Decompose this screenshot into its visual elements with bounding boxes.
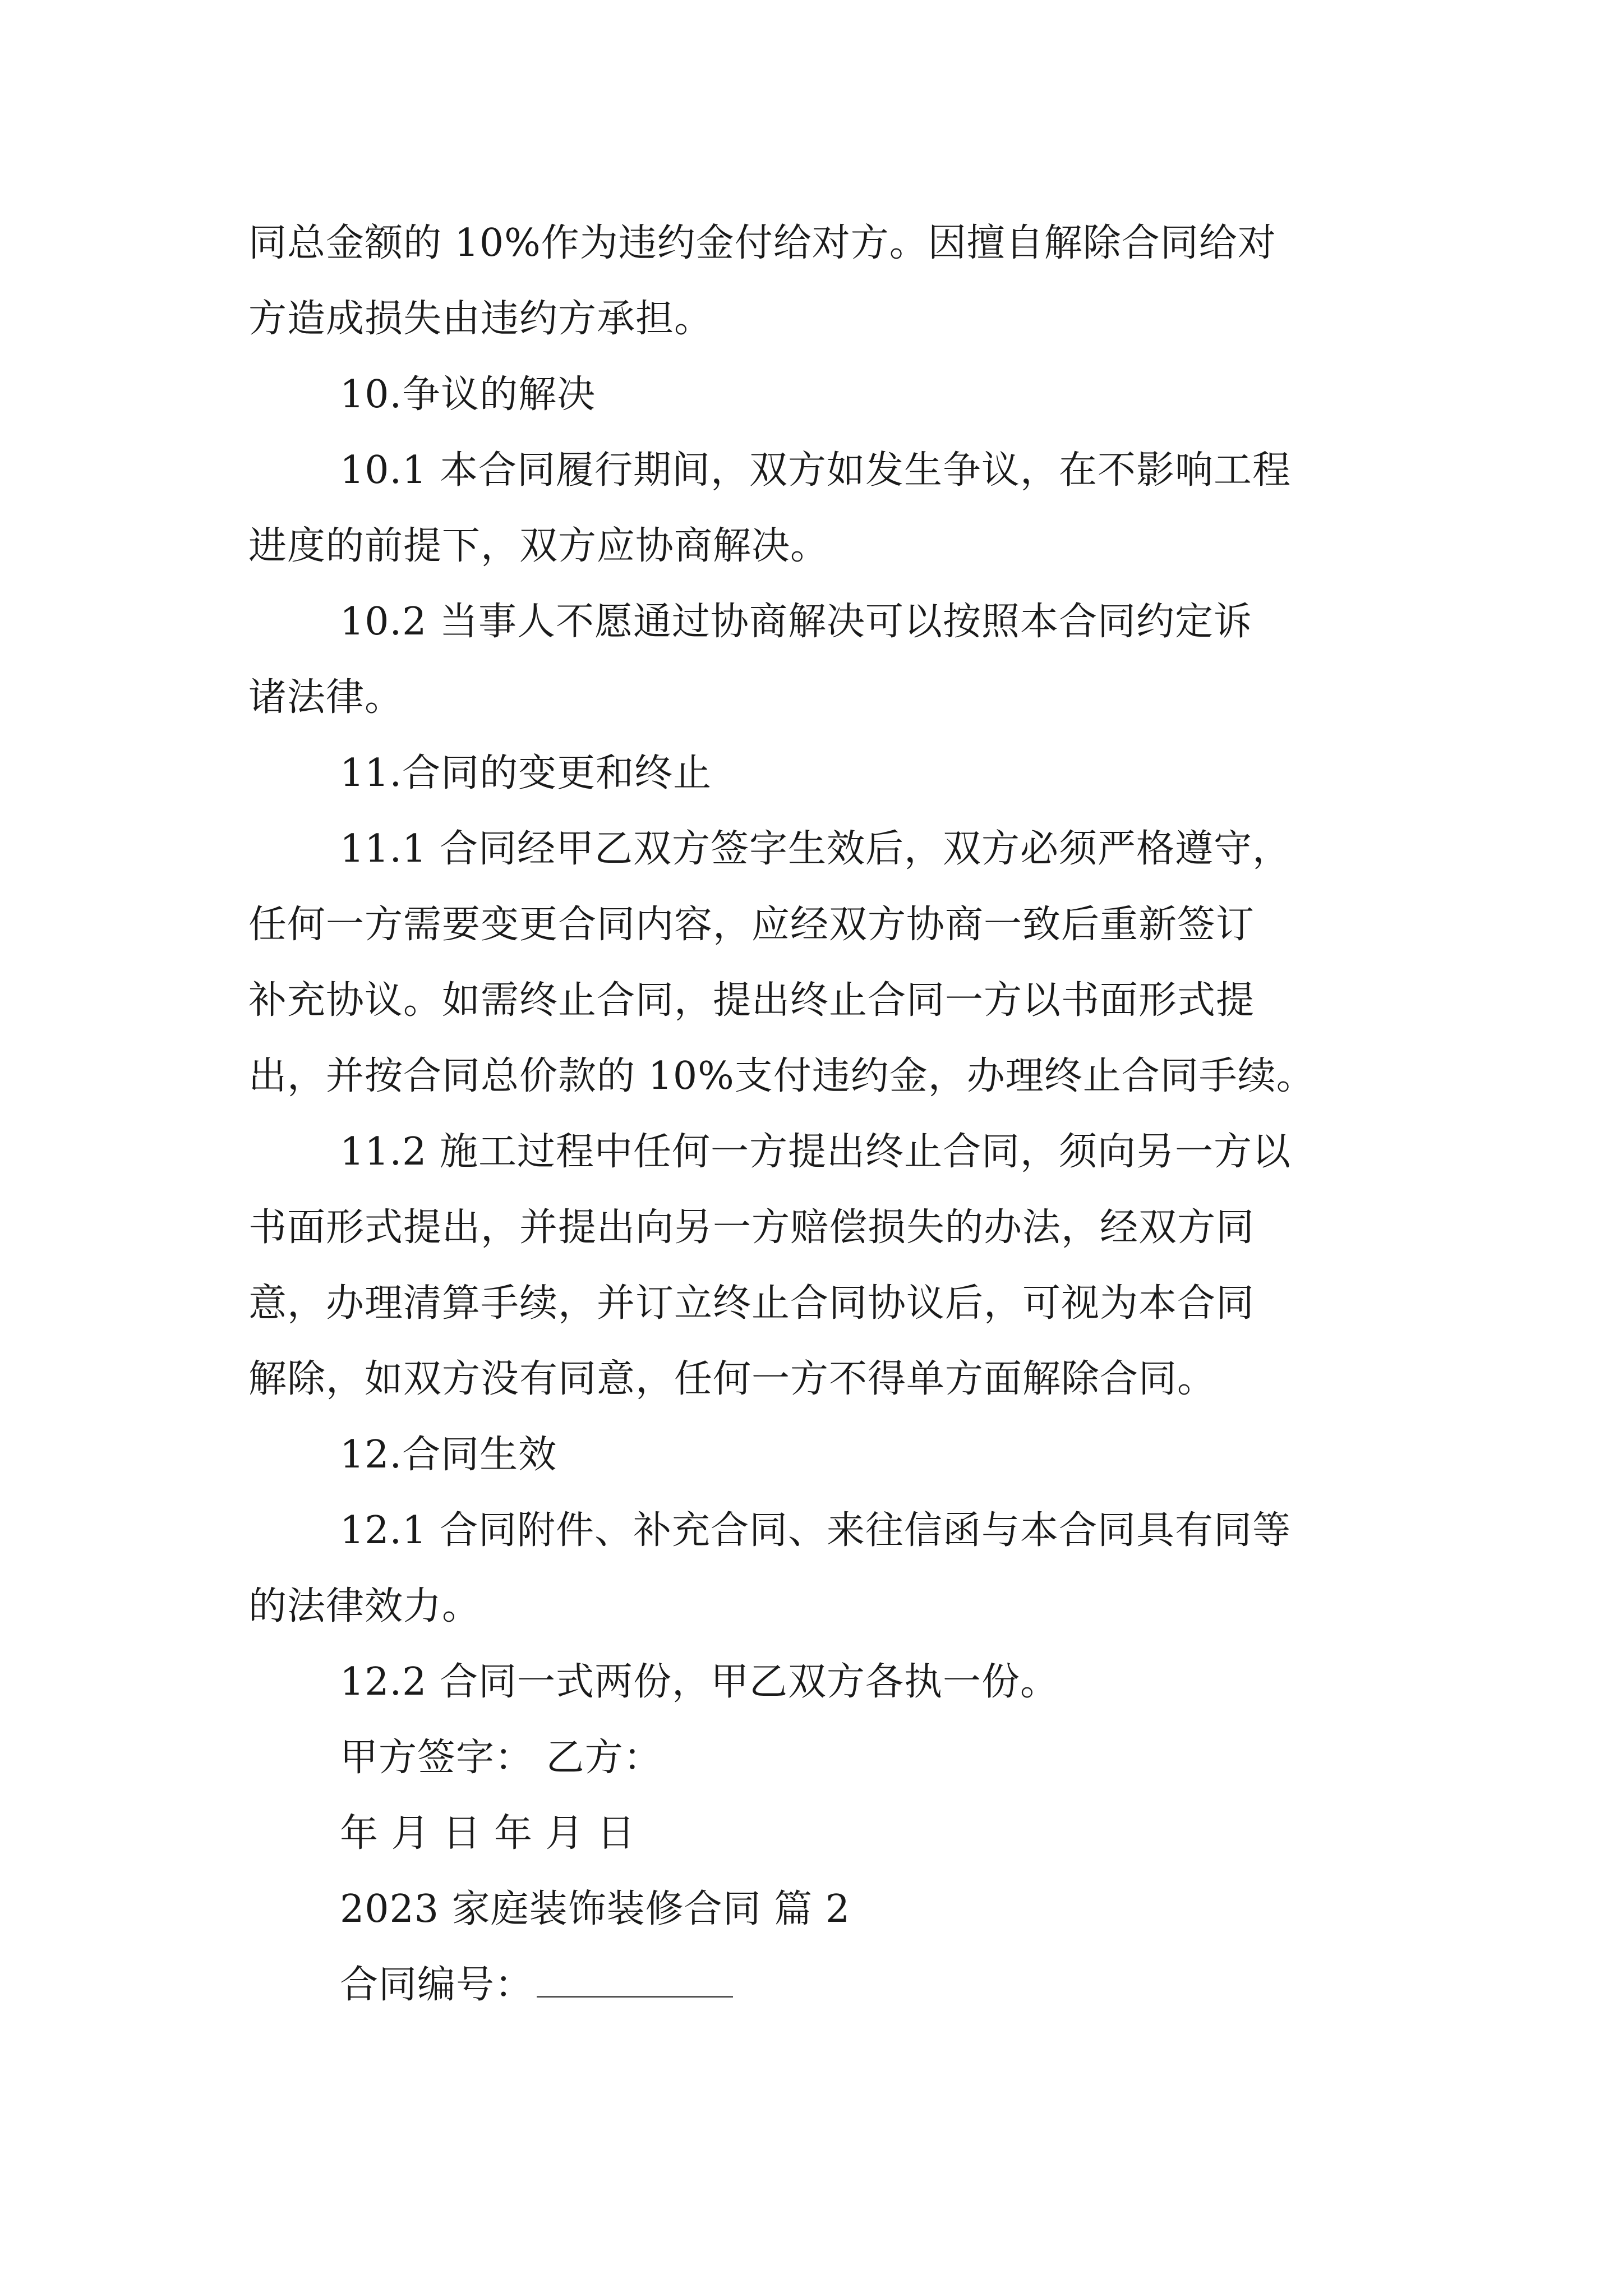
text-line: 书面形式提出，并提出向另一方赔偿损失的办法，经双方同 [248,1205,1255,1250]
clause-11-1: 11.1 合同经甲乙双方签字生效后，双方必须严格遵守， [340,827,1292,871]
text-line: 进度的前提下，双方应协商解决。 [248,524,829,568]
clause-10-1: 10.1 本合同履行期间，双方如发生争议，在不影响工程 [340,448,1292,493]
section-heading-12: 12.合同生效 [340,1433,557,1477]
contract-number-row [340,1963,733,2007]
text-line: 任何一方需要变更合同内容，应经双方协商一致后重新签订 [248,903,1255,947]
text-line: 补充协议。如需终止合同，提出终止合同一方以书面形式提 [248,978,1255,1023]
section-heading-11: 11.合同的变更和终止 [340,751,712,795]
text-line: 的法律效力。 [248,1584,481,1628]
date-line: 年 月 日 年 月 日 [340,1811,636,1856]
text-line: 意，办理清算手续，并订立终止合同协议后，可视为本合同 [248,1281,1255,1326]
section-heading-10: 10.争议的解决 [340,372,596,417]
clause-11-2: 11.2 施工过程中任何一方提出终止合同，须向另一方以 [340,1130,1292,1174]
clause-10-2: 10.2 当事人不愿通过协商解决可以按照本合同约定诉 [340,600,1253,644]
contract-number-label: 合同编号： [340,1963,534,2007]
text-line: 解除，如双方没有同意，任何一方不得单方面解除合同。 [248,1357,1216,1401]
text-line: 出，并按合同总价款的 10%支付违约金，办理终止合同手续。 [248,1054,1315,1098]
text-line: 诸法律。 [248,675,404,720]
clause-12-1: 12.1 合同附件、补充合同、来往信函与本合同具有同等 [340,1508,1292,1553]
text-line: 同总金额的 10%作为违约金付给对方。因擅自解除合同给对 [248,221,1276,265]
clause-12-2: 12.2 合同一式两份，甲乙双方各执一份。 [340,1660,1059,1704]
text-line: 方造成损失由违约方承担。 [248,297,713,341]
contract-number-blank [537,1994,733,1998]
contract-title: 2023 家庭装饰装修合同 篇 2 [340,1887,851,1931]
signature-line: 甲方签字： 乙方： [340,1736,662,1780]
